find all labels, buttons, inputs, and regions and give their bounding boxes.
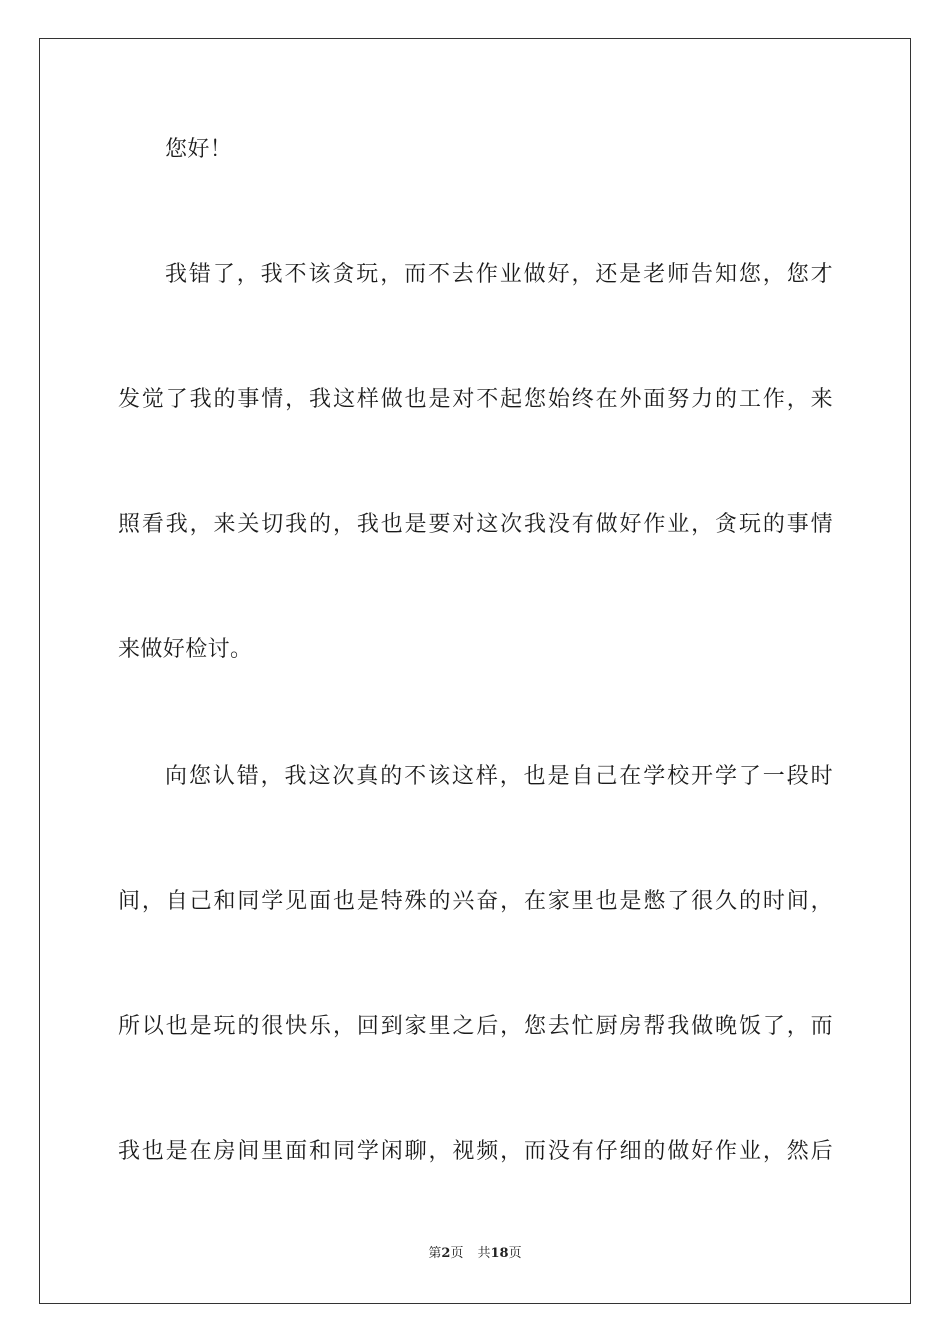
- greeting-line: 您好！: [165, 137, 233, 162]
- page-number: 2: [441, 1246, 451, 1261]
- page-footer: [0, 1245, 950, 1263]
- paragraph-1-line-2: 发觉了我的事情，我这样做也是对不起您始终在外面努力的工作，来: [118, 387, 833, 412]
- total-pages: 18: [490, 1246, 509, 1261]
- paragraph-1-line-3: 照看我，来关切我的，我也是要对这次我没有做好作业，贪玩的事情: [118, 512, 833, 537]
- paragraph-1-line-1: 我错了，我不该贪玩，而不去作业做好，还是老师告知您，您才: [165, 262, 833, 287]
- page-prefix: 第: [428, 1246, 442, 1261]
- page-border: [39, 38, 911, 1304]
- paragraph-2-line-4: 我也是在房间里面和同学闲聊，视频，而没有仔细的做好作业，然后: [118, 1139, 833, 1164]
- paragraph-1-line-4: 来做好检讨。: [118, 637, 253, 662]
- paragraph-2-line-1: 向您认错，我这次真的不该这样，也是自己在学校开学了一段时: [165, 764, 833, 789]
- total-prefix: 共: [477, 1246, 491, 1261]
- page-suffix: 页: [450, 1246, 464, 1261]
- paragraph-2-line-2: 间，自己和同学见面也是特殊的兴奋，在家里也是憋了很久的时间，: [118, 889, 833, 914]
- total-suffix: 页: [508, 1246, 522, 1261]
- paragraph-2-line-3: 所以也是玩的很快乐，回到家里之后，您去忙厨房帮我做晚饭了，而: [118, 1014, 833, 1039]
